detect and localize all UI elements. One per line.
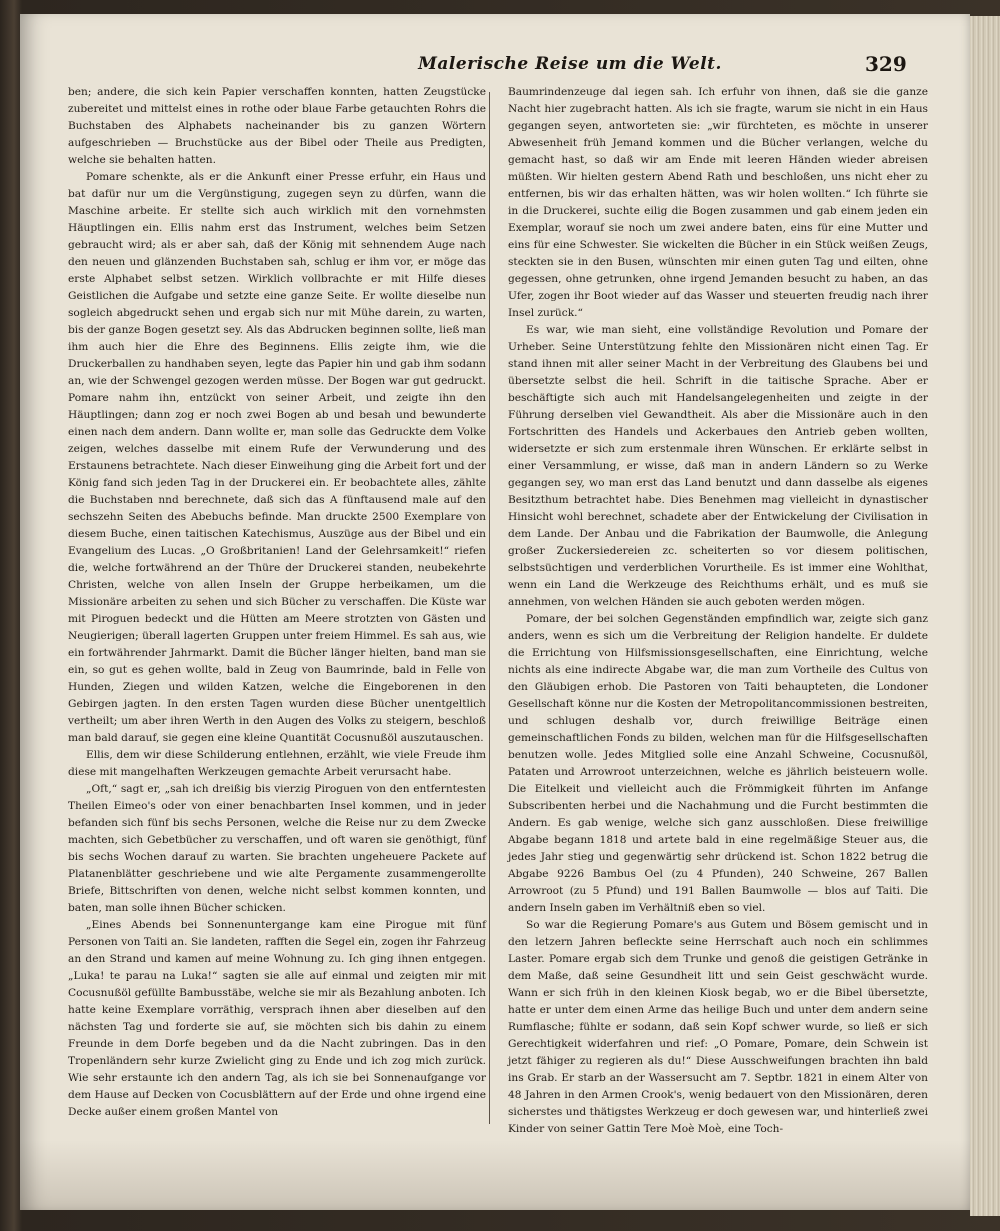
book-page: [20, 14, 970, 1210]
page-number: 329: [865, 52, 907, 76]
paragraph: „Eines Abends bei Sonnenuntergange kam eine Pirogue mit fünf Personen von Taiti an. Sie landeten, rafften die Segel ein, zogen ihr Fahrzeug an den Strand und kamen auf meine Wohnung zu. Ich ging ihnen entgegen. „Luka! te parau na Luka!“ sagten sie alle auf einmal und zeigten mir mit Cocusnußöl gefüllte Bambusstäbe, welche sie mir als Bezahlung anboten. Ich hatte keine Exemplare vorräthig, versprach ihnen aber dieselben auf den nächsten Tag und forderte sie auf, sie möchten sich bis dahin zu einem Freunde in dem Dorfe begeben und da die Nacht zubringen. Das in den Tropenländern sehr kurze Zwielicht ging zu Ende und ich zog mich zurück. Wie sehr erstaunte ich den andern Tag, als ich sie bei Sonnenaufgange vor dem Hause auf Decken von Cocusblättern auf der Erde und ohne irgend eine Decke außer einem großen Mantel von: [68, 919, 486, 1118]
right-column: [508, 84, 928, 1135]
paragraph: Pomare, der bei solchen Gegenständen empfindlich war, zeigte sich ganz anders, wenn es sich um die Verbreitung der Religion handelte. Er duldete die Errichtung von Hilfsmissionsgesellschaften, eine Einrichtung, welche nichts als eine indirecte Abgabe war, die man zum Vortheile des Cultus von den Gläubigen erhob. Die Pastoren von Taiti behaupteten, die Londoner Gesellschaft könne nur die Kosten der Metropolitancommissionen bestreiten, und schlugen deshalb vor, durch freiwillige Beiträge einen gemeinschaftlichen Fonds zu bilden, welchen man für die Hilfsgesellschaften benutzen wolle. Jedes Mitglied solle eine Anzahl Schweine, Cocusnußöl, Pataten und Arrowroot unterzeichnen, welche es jährlich beisteuern wolle. Die Eitelkeit und vielleicht auch die Frömmigkeit führten im Anfange Subscribenten herbei und die Nachahmung und die Furcht bestimmten die Andern. Es gab wenige, welche sich ganz ausschloßen. Diese freiwillige Abgabe begann 1818 und artete bald in eine regelmäßige Steuer aus, die jedes Jahr stieg und gegenwärtig sehr drückend ist. Schon 1822 betrug die Abgabe 9226 Bambus Oel (zu 4 Pfunden), 240 Schweine, 267 Ballen Arrowroot (zu 5 Pfund) und 191 Ballen Baumwolle — blos auf Taiti. Die andern Inseln gaben im Verhältniß eben so viel.: [508, 613, 928, 914]
paragraph: Es war, wie man sieht, eine vollständige Revolution und Pomare der Urheber. Seine Unterstützung fehlte den Missionären nicht einen Tag. Er stand ihnen mit aller seiner Macht in der Verbreitung des Glaubens bei und übersetzte selbst die heil. Schrift in die taitische Sprache. Aber er beschäftigte sich auch mit Handelsangelegenheiten und zeigte in der Führung derselben viel Gewandtheit. Als aber die Missionäre auch in den Fortschritten des Handels und Ackerbaues den Antrieb geben wollten, widersetzte er sich zum erstenmale ihren Wünschen. Er erklärte selbst in einer Versammlung, er wisse, daß man in andern Ländern so zu Werke gegangen sey, wo man erst das Land benutzt und dann dasselbe als eigenes Besitzthum betrachtet habe. Dies Benehmen mag vielleicht in dynastischer Hinsicht wohl berechnet, schadete aber der Entwickelung der Civilisation in dem Lande. Der Anbau und die Fabrikation der Baumwolle, die Anlegung großer Zuckersiedereien zc. scheiterten so vor diesem politischen, selbstsüchtigen und verderblichen Vorurtheile. Es ist immer eine Wohlthat, wenn ein Land die Werkzeuge des Reichthums erhält, und es muß sie annehmen, von welchen Händen sie auch geboten werden mögen.: [508, 324, 928, 608]
paragraph: Ellis, dem wir diese Schilderung entlehnen, erzählt, wie viele Freude ihm diese mit mangelhaften Werkzeugen gemachte Arbeit verursacht habe.: [68, 749, 486, 778]
paragraph: So war die Regierung Pomare's aus Gutem und Bösem gemischt und in den letzern Jahren befleckte seine Herrschaft auch noch ein schlimmes Laster. Pomare ergab sich dem Trunke und genoß die geistigen Getränke in dem Maße, daß seine Gesundheit litt und sein Geist geschwächt wurde. Wann er sich früh in den kleinen Kiosk begab, wo er die Bibel übersetzte, hatte er unter dem einen Arme das heilige Buch und unter dem andern seine Rumflasche; fühlte er sodann, daß sein Kopf schwer wurde, so ließ er sich Gerechtigkeit widerfahren und rief: „O Pomare, Pomare, dein Schwein ist jetzt fähiger zu regieren als du!“ Diese Ausschweifungen brachten ihn bald ins Grab. Er starb an der Wassersucht am 7. Septbr. 1821 in einem Alter von 48 Jahren in den Armen Crook's, wenig bedauert von den Missionären, deren sicherstes und thätigstes Werkzeug er doch gewesen war, und hinterließ zwei Kinder von seiner Gattin Tere Moè Moè, eine Toch-: [508, 919, 928, 1135]
page-edges: [970, 16, 1000, 1216]
paragraph: Pomare schenkte, als er die Ankunft einer Presse erfuhr, ein Haus und bat dafür nur um die Vergünstigung, zugegen seyn zu dürfen, wann die Maschine arbeite. Er stellte sich auch wirklich mit den vornehmsten Häuptlingen ein. Ellis nahm erst das Instrument, welches beim Setzen gebraucht wird; als er aber sah, daß der König mit sehnendem Auge nach den neuen und glänzenden Buchstaben sah, schlug er ihm vor, er möge das erste Alphabet selbst setzen. Wirklich vollbrachte er mit Hilfe dieses Geistlichen die Aufgabe und setzte eine ganze Seite. Er wollte dieselbe nun sogleich abgedruckt sehen und ergab sich nur mit Mühe darein, zu warten, bis der ganze Bogen gesetzt sey. Als das Abdrucken beginnen sollte, ließ man ihm auch hier die Ehre des Beginnens. Ellis zeigte ihm, wie die Druckerballen zu handhaben seyen, legte das Papier hin und gab ihm sodann an, wie der Schwengel gezogen werden müsse. Der Bogen war gut gedruckt. Pomare nahm ihn, entzückt von seiner Arbeit, und zeigte ihn den Häuptlingen; dann zog er noch zwei Bogen ab und besah und bewunderte einen nach dem andern. Dann wollte er, man solle das Gedruckte dem Volke zeigen, welches dasselbe mit einem Rufe der Verwunderung und des Erstaunens betrachtete. Nach dieser Einweihung ging die Arbeit fort und der König fand sich jeden Tag in der Druckerei ein. Er beobachtete alles, zählte die Buchstaben nnd berechnete, daß sich das A fünftausend male auf den sechszehn Seiten des Abebuchs befinde. Man druckte 2500 Exemplare von diesem Buche, einen taitischen Katechismus, Auszüge aus der Bibel und ein Evangelium des Lucas. „O Großbritanien! Land der Gelehrsamkeit!“ riefen die, welche fortwährend an der Thüre der Druckerei standen, neubekehrte Christen, welche von allen Inseln der Gruppe herbeikamen, um die Missionäre arbeiten zu sehen und sich Bücher zu verschaffen. Die Küste war mit Piroguen bedeckt und die Hütten am Meere strotzten von Gästen und Neugierigen; überall lagerten Gruppen unter freiem Himmel. Es sah aus, wie ein fortwährender Jahrmarkt. Damit die Bücher länger hielten, band man sie ein, so gut es gehen wollte, bald in Zeug von Baumrinde, bald in Felle von Hunden, Ziegen und wilden Katzen, welche die Eingeborenen in den Gebirgen jagten. In den ersten Tagen wurden diese Bücher unentgeltlich vertheilt; um aber ihren Werth in den Augen des Volks zu steigern, beschloß man bald darauf, sie gegen eine kleine Quantität Cocusnußöl auszutauschen.: [68, 171, 486, 744]
running-title: Malerische Reise um die Welt.: [418, 54, 722, 74]
paragraph: ben; andere, die sich kein Papier verschaffen konnten, hatten Zeugstücke zubereitet und mittelst eines in rothe oder blaue Farbe getauchten Rohrs die Buchstaben des Alphabets nacheinander bis zu ganzen Wörtern aufgeschrieben — Bruchstücke aus der Bibel oder Theile aus Predigten, welche sie behalten hatten.: [68, 86, 486, 166]
paragraph: Baumrindenzeuge dal iegen sah. Ich erfuhr von ihnen, daß sie die ganze Nacht hier zugebracht hatten. Als ich sie fragte, warum sie nicht in ein Haus gegangen seyen, antworteten sie: „wir fürchteten, es möchte in unserer Abwesenheit früh Jemand kommen und die Bücher verlangen, welche du gemacht hast, so daß wir am Ende mit leeren Händen wieder abreisen müßten. Wir hielten gestern Abend Rath und beschloßen, uns nicht eher zu entfernen, bis wir das erhalten hätten, was wir holen wollten.“ Ich führte sie in die Druckerei, suchte eilig die Bogen zusammen und gab einem jeden ein Exemplar, worauf sie noch um zwei andere baten, eins für eine Mutter und eins für eine Schwester. Sie wickelten die Bücher in ein Stück weißen Zeugs, steckten sie in den Busen, wünschten mir einen guten Tag und eilten, ohne gegessen, ohne getrunken, ohne irgend Jemanden besucht zu haben, an das Ufer, zogen ihr Boot wieder auf das Wasser und steuerten freudig nach ihrer Insel zurück.“: [508, 86, 928, 319]
paragraph: „Oft,“ sagt er, „sah ich dreißig bis vierzig Piroguen von den entferntesten Theilen Eimeo's oder von einer benachbarten Insel kommen, und in jeder befanden sich fünf bis sechs Personen, welche die Reise nur zu dem Zwecke machten, sich Gebetbücher zu verschaffen, und oft waren sie genöthigt, fünf bis sechs Wochen darauf zu warten. Sie brachten ungeheuere Packete auf Platanenblätter geschriebene und wie alte Pergamente zusammengerollte Briefe, Bittschriften von denen, welche nicht selbst kommen konnten, und baten, man solle ihnen Bücher schicken.: [68, 783, 486, 914]
left-column: [68, 84, 486, 1124]
column-divider: [489, 92, 490, 1124]
page-shadow: [20, 1140, 970, 1210]
